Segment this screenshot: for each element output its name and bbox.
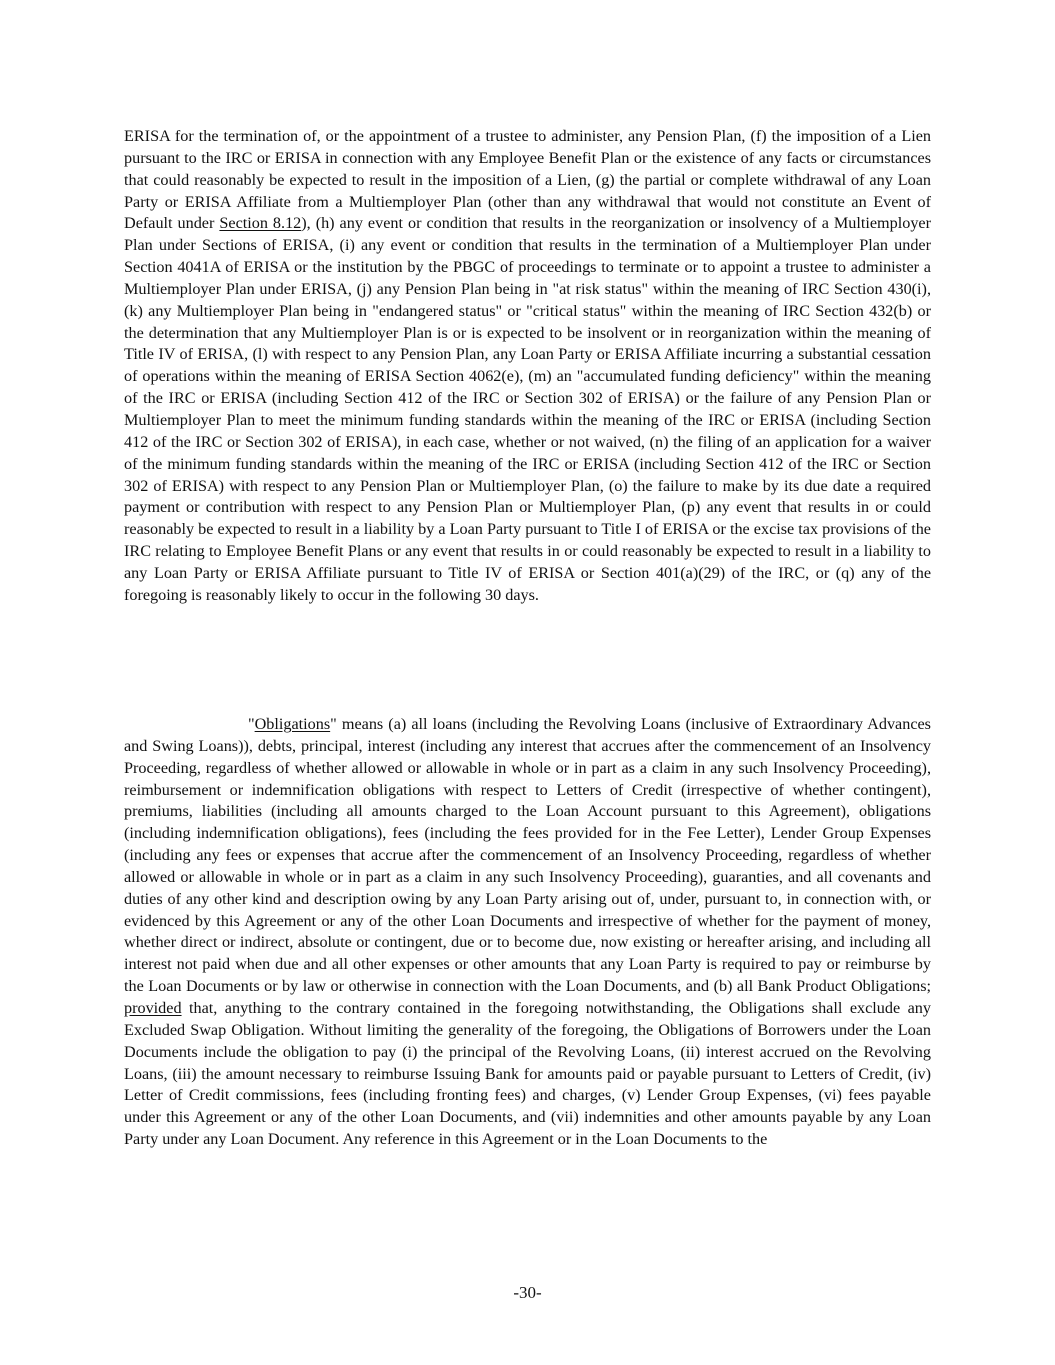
paragraph-text: that, anything to the contrary contained in the foregoing notwithstanding, the Obligations shall exclude any Excluded Swap Obligation. Without limiting the generality of the foregoing, the Obligations of Borrowers under the Loan Documents include the obligation to pay (i) the principal of the Revolving Loans, (ii) interest accrued on the Revolving Loans, (iii) the amount necessary to reimburse Issuing Bank for amounts paid or payable pursuant to Letters of Credit, (iv) Letter of Credit commissions, fees (including fronting fees) and charges, (v) Lender Group Expenses, (vi) fees payable under this Agreement or any of the other Loan Documents, and (vii) indemnities and other amounts payable by any Loan Party under any Loan Document. Any reference in this Agreement or in the Loan Documents to the bbox=[124, 998, 931, 1149]
paragraph-text: " means (a) all loans (including the Revolving Loans (inclusive of Extraordinary Advances and Swing Loans)), debts, principal, interest (including any interest that accrues after the commencement of an Insolvency Proceeding, regardless of whether allowed or allowable in whole or in part as a claim in any such Insolvency Proceeding), reimbursement or indemnification obligations with respect to Letters of Credit (irrespective of whether contingent), premiums, liabilities (including all amounts charged to the Loan Account pursuant to this Agreement), obligations (including indemnification obligations), fees (including the fees provided for in the Fee Letter), Lender Group Expenses (including any fees or expenses that accrue after the commencement of an Insolvency Proceeding, regardless of whether allowed or allowable in whole or in part as a claim in any such Insolvency Proceeding), guaranties, and all covenants and duties of any other kind and description owing by any Loan Party arising out of, under, pursuant to, in connection with, or evidenced by this Agreement or any of the other Loan Documents and irrespective of whether for the payment of money, whether direct or indirect, absolute or contingent, due or to become due, now existing or hereafter arising, and including all interest not paid when due and all other expenses or other amounts that any Loan Party is required to pay or reimburse by the Loan Documents or by law or otherwise in connection with the Loan Documents, and (b) all Bank Product Obligations; bbox=[124, 715, 931, 996]
paragraph-text: ), (h) any event or condition that results in the reorganization or insolvency of a Multiemployer Plan under Sections of ERISA, (i) any event or condition that results in the termination of a Multiemployer Plan under Section 4041A of ERISA or the institution by the PBGC of proceedings to terminate or to appoint a trustee to administer a Multiemployer Plan under ERISA, (j) any Pension Plan being in "at risk status" within the meaning of IRC Section 430(i), (k) any Multiemployer Plan being in "endangered status" or "critical status" within the meaning of IRC Section 432(b) or the determination that any Multiemployer Plan is or is expected to be insolvent or in reorganization within the meaning of Title IV of ERISA, (l) with respect to any Pension Plan, any Loan Party or ERISA Affiliate incurring a substantial cessation of operations within the meaning of ERISA Section 4062(e), (m) an "accumulated funding deficiency" within the meaning of the IRC or ERISA (including Section 412 of the IRC or Section 302 of ERISA) or the failure of any Pension Plan or Multiemployer Plan to meet the minimum funding standards within the meaning of the IRC or ERISA (including Section 412 of the IRC or Section 302 of ERISA), in each case, whether or not waived, (n) the filing of an application for a waiver of the minimum funding standards within the meaning of the IRC or ERISA (including Section 412 of the IRC or Section 302 of ERISA) with respect to any Pension Plan or Multiemployer Plan, (o) the failure to make by its due date a required payment or contribution with respect to any Pension Plan or Multiemployer Plan, (p) any event that results in or could reasonably be expected to result in a liability by a Loan Party pursuant to Title I of ERISA or the excise tax provisions of the IRC relating to Employee Benefit Plans or any event that results in or could reasonably be expected to result in a liability to any Loan Party or ERISA Affiliate pursuant to Title IV of ERISA or Section 401(a)(29) of the IRC, or (q) any of the foregoing is reasonably likely to occur in the following 30 days. bbox=[124, 214, 931, 604]
proviso-term: provided bbox=[124, 998, 182, 1017]
paragraph-obligations-definition bbox=[124, 714, 931, 1151]
defined-term: Obligations bbox=[254, 715, 331, 733]
section-reference: Section 8.12 bbox=[219, 214, 302, 233]
paragraph-text: ERISA for the termination of, or the appointment of a trustee to administer, any Pension Plan, (f) the imposition of a Lien pursuant to the IRC or ERISA in connection with any Employee Benefit Plan or the existence of any facts or circumstances that could reasonably be expected to result in the imposition of a Lien, (g) the partial or complete withdrawal of any Loan Party or ERISA Affiliate from a Multiemployer Plan (other than any withdrawal that would not constitute an Event of Default under bbox=[124, 127, 931, 233]
open-quote: " bbox=[248, 715, 255, 733]
paragraph-erisa-events bbox=[124, 126, 931, 607]
page-number: -30- bbox=[513, 1283, 542, 1302]
